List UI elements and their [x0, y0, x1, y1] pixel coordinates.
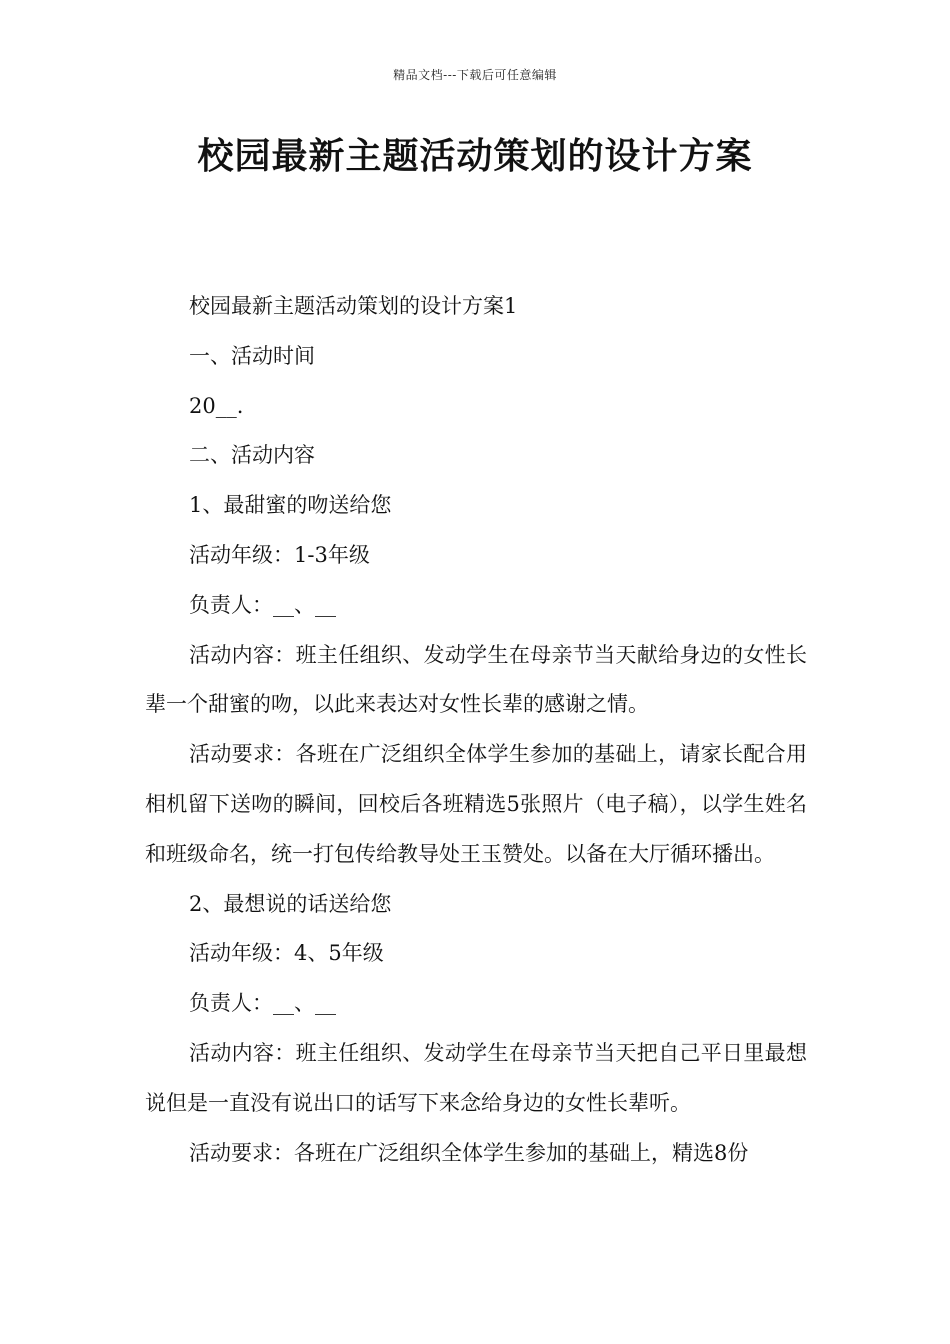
document-body [145, 282, 807, 1178]
document-title: 校园最新主题活动策划的设计方案 [197, 136, 753, 177]
paragraph: 二、活动内容 [189, 443, 315, 468]
paragraph: 一、活动时间 [189, 343, 315, 368]
paragraph: 负责人：__、__ [189, 592, 336, 617]
paragraph: 负责人：__、__ [189, 991, 336, 1016]
paragraph: 20__. [189, 393, 244, 418]
paragraph: 校园最新主题活动策划的设计方案1 [189, 294, 518, 318]
paragraph: 活动内容：班主任组织、发动学生在母亲节当天把自己平日里最想说但是一直没有说出口的话写下来念给身边的女性长辈听。 [145, 1040, 807, 1115]
paragraph: 1、最甜蜜的吻送给您 [189, 493, 392, 518]
header-note: 精品文档---下载后可任意编辑 [393, 68, 557, 82]
paragraph: 2、最想说的话送给您 [189, 891, 392, 916]
paragraph: 活动年级：1-3年级 [189, 542, 370, 567]
paragraph: 活动要求：各班在广泛组织全体学生参加的基础上，请家长配合用相机留下送吻的瞬间，回校后各班精选5张照片（电子稿），以学生姓名和班级命名，统一打包传给教导处王玉赞处。以备在大厅循环播出。 [145, 742, 807, 866]
paragraph: 活动要求：各班在广泛组织全体学生参加的基础上，精选8份 [189, 1140, 749, 1165]
paragraph: 活动年级：4、5年级 [189, 941, 384, 966]
paragraph: 活动内容：班主任组织、发动学生在母亲节当天献给身边的女性长辈一个甜蜜的吻，以此来表达对女性长辈的感谢之情。 [145, 642, 807, 717]
